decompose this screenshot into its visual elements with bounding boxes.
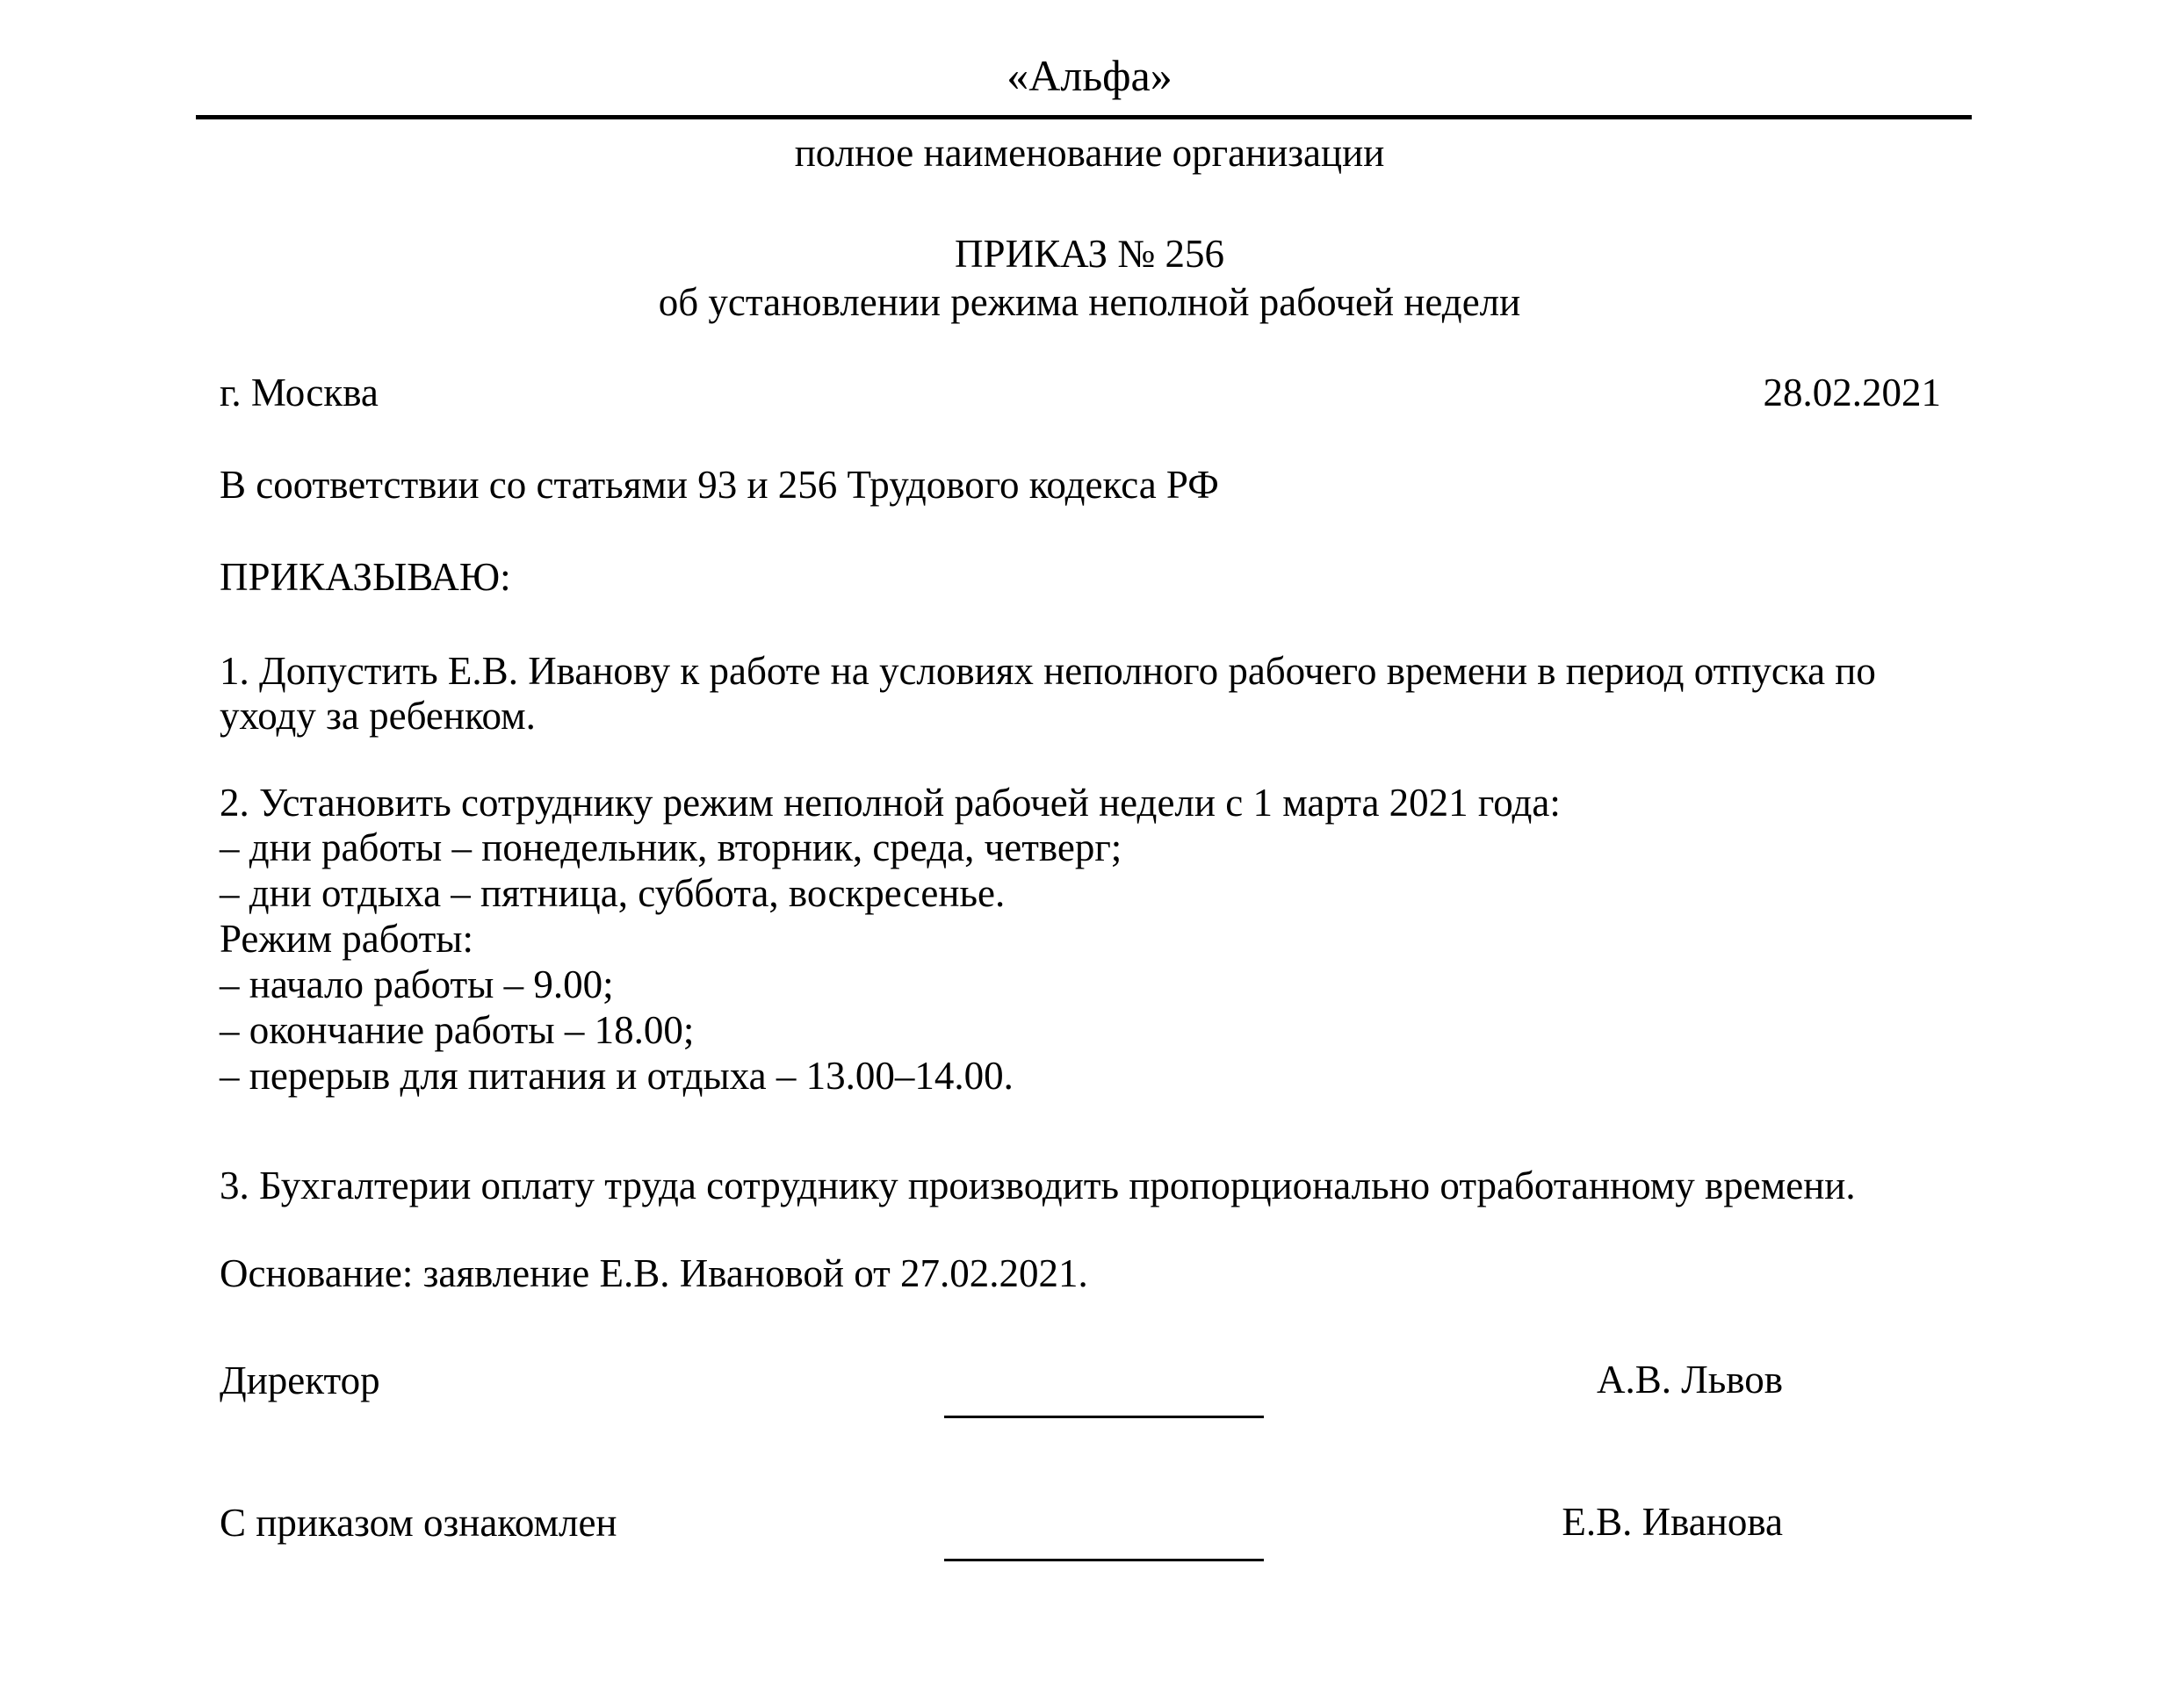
item2-line: – дни отдыха – пятница, суббота, воскресенье. [220, 871, 1006, 915]
order-title: ПРИКАЗ № 256 [955, 232, 1224, 276]
item2-line: Режим работы: [220, 917, 473, 961]
order-word: ПРИКАЗЫВАЮ: [220, 555, 511, 599]
item2-line: – начало работы – 9.00; [220, 962, 614, 1006]
header-rule [196, 115, 1972, 119]
director-label: Директор [220, 1358, 380, 1402]
item3: 3. Бухгалтерии оплату труда сотруднику производить пропорционально отработанному времени. [220, 1164, 1856, 1207]
organization-name: «Альфа» [1007, 51, 1172, 100]
basis: Основание: заявление Е.В. Ивановой от 27.02.2021. [220, 1251, 1088, 1295]
preamble: В соответствии со статьями 93 и 256 Трудового кодекса РФ [220, 463, 1219, 507]
director-name: А.В. Львов [1597, 1358, 1783, 1402]
order-subtitle: об установлении режима неполной рабочей недели [658, 280, 1521, 324]
item2-line: – окончание работы – 18.00; [220, 1008, 695, 1052]
item2-line: – перерыв для питания и отдыха – 13.00–14.00. [220, 1054, 1014, 1098]
director-signature-line [944, 1416, 1264, 1418]
item2-line: – дни работы – понедельник, вторник, среда, четверг; [220, 825, 1122, 869]
order-city: г. Москва [220, 371, 379, 414]
employee-signature-line [944, 1559, 1264, 1561]
organization-caption: полное наименование организации [794, 131, 1385, 175]
order-date: 28.02.2021 [1763, 371, 1941, 414]
item1-line: 1. Допустить Е.В. Иванову к работе на условиях неполного рабочего времени в период отпуска по [220, 649, 1876, 693]
item1-line: уходу за ребенком. [220, 694, 536, 738]
item2-line: 2. Установить сотруднику режим неполной рабочей недели с 1 марта 2021 года: [220, 781, 1561, 825]
acknowledged-label: С приказом ознакомлен [220, 1501, 617, 1545]
employee-name: Е.В. Иванова [1562, 1500, 1783, 1544]
